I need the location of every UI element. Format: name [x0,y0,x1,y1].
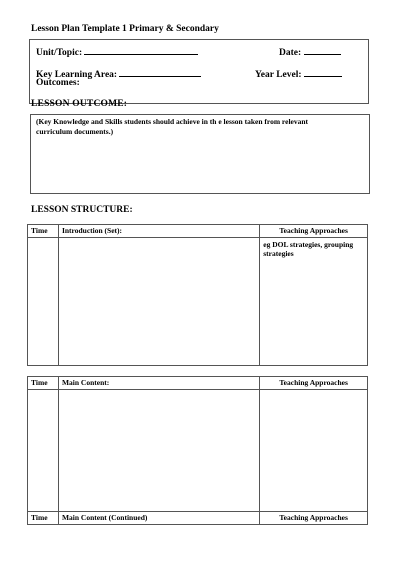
continued-header-row [28,512,368,525]
date-line [304,45,341,55]
main-content-table [27,376,368,525]
teaching-approaches-cell[interactable] [260,238,368,366]
year-level-line [304,67,342,77]
teaching-approaches-cell[interactable] [260,390,368,512]
introduction-header: Introduction (Set): [58,225,259,238]
lesson-outcome-text: (Key Knowledge and Skills students should achieve in th e lesson taken from relevant curriculum documents.) [36,117,309,136]
outcomes-label: Outcomes: [36,78,80,88]
introduction-table [27,224,368,366]
time-header: Time [28,377,59,390]
year-level-field[interactable] [255,67,342,80]
main-content-header: Main Content: [58,377,259,390]
table-header-row [28,225,368,238]
time-header: Time [28,225,59,238]
teaching-approaches-header: Teaching Approaches [260,377,368,390]
date-label: Date: [279,48,302,58]
unit-topic-label: Unit/Topic: [36,48,83,58]
teaching-approaches-header-continued: Teaching Approaches [260,512,368,525]
table-row [28,390,368,512]
unit-topic-line [84,45,198,55]
table-row [28,238,368,366]
introduction-cell[interactable] [58,238,259,366]
time-cell[interactable] [28,390,59,512]
unit-topic-field[interactable] [36,45,198,58]
lesson-outcome-heading: LESSON OUTCOME: [31,99,128,109]
lesson-structure-heading: LESSON STRUCTURE: [31,205,133,215]
time-cell[interactable] [28,238,59,366]
time-header-continued: Time [28,512,59,525]
main-content-continued-header: Main Content (Continued) [58,512,259,525]
table-header-row [28,377,368,390]
year-level-label: Year Level: [255,70,302,80]
key-learning-area-label: Key Learning Area: [36,70,118,80]
main-content-cell[interactable] [58,390,259,512]
teaching-approaches-header: Teaching Approaches [260,225,368,238]
document-title: Lesson Plan Template 1 Primary & Secondary [31,24,219,34]
key-learning-area-line [119,67,201,77]
teaching-note: eg DOL strategies, grouping strategies [263,240,354,258]
date-field[interactable] [279,45,341,58]
